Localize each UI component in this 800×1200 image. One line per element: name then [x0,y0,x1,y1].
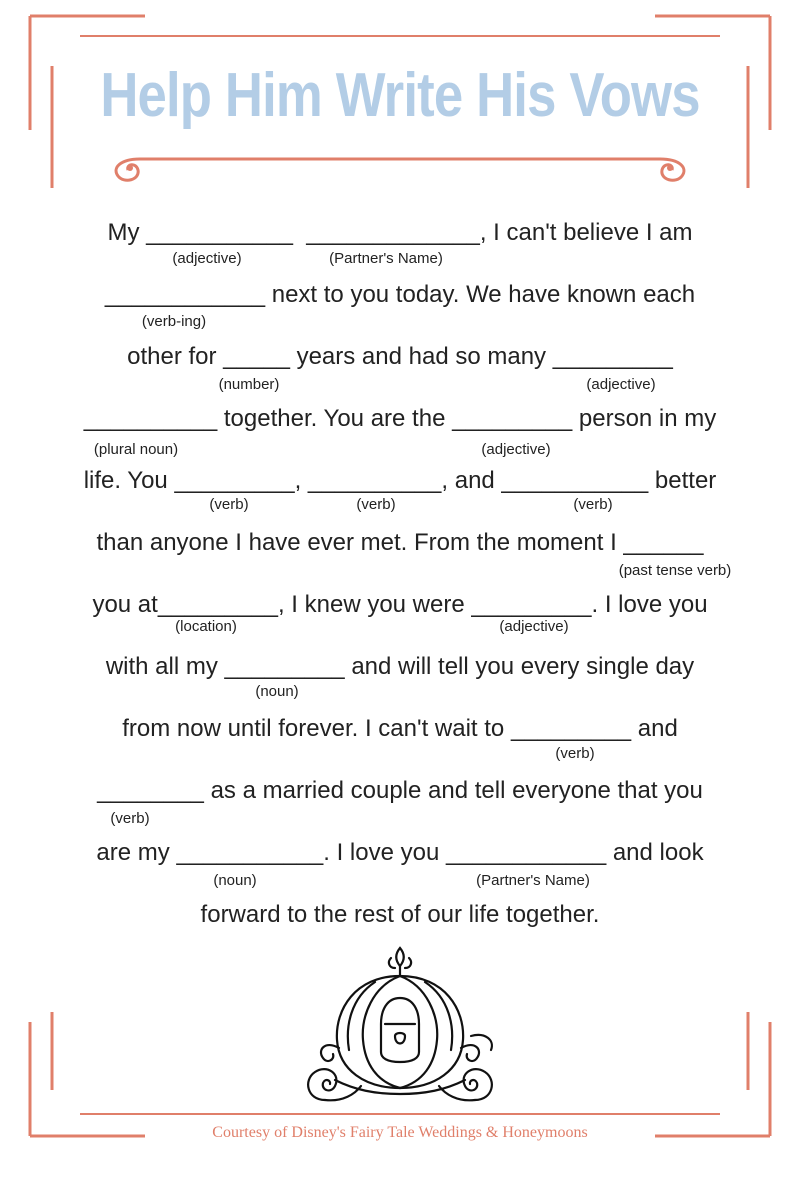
madlib-line: life. You _________, __________, and ___________ better [83,467,717,494]
madlib-line: from now until forever. I can't wait to _________ and [122,715,678,742]
page-title: Help Him Write His Vows [100,61,700,130]
blank-hint: (verb-ing) [141,313,207,330]
blank-hint: (adjective) [172,250,242,267]
blank-hint: (adjective) [481,441,551,458]
footer-credit: Courtesy of Disney's Fairy Tale Weddings & Honeymoons [212,1124,588,1141]
pumpkin-carriage-icon [295,940,505,1112]
blank-hint: (verb) [209,496,249,513]
madlib-line: other for _____ years and had so many _________ [127,343,673,370]
blank-hint: (adjective) [586,376,656,393]
madlib-line: are my ___________. I love you ____________ and look [96,839,704,866]
madlib-line: you at_________, I knew you were _________. I love you [92,591,708,618]
blank-hint: (location) [175,618,237,635]
madlib-line: My ___________ _____________, I can't believe I am [107,219,693,246]
madlib-line: ________ as a married couple and tell everyone that you [97,777,703,804]
blank-hint: (Partner's Name) [476,872,590,889]
blank-hint: (verb) [555,745,595,762]
blank-hint: (verb) [110,810,150,827]
madlib-line: forward to the rest of our life together. [200,901,600,928]
blank-hint: (plural noun) [93,441,179,458]
blank-hint: (Partner's Name) [329,250,443,267]
blank-hint: (noun) [255,683,299,700]
blank-hint: (past tense verb) [618,562,732,579]
blank-hint: (number) [218,376,280,393]
blank-hint: (verb) [573,496,613,513]
madlib-line: than anyone I have ever met. From the moment I ______ [96,529,704,556]
blank-hint: (noun) [213,872,257,889]
madlib-line: ____________ next to you today. We have known each [104,281,696,308]
madlib-line: __________ together. You are the _________ person in my [83,405,717,432]
blank-hint: (adjective) [499,618,569,635]
blank-hint: (verb) [356,496,396,513]
madlib-line: with all my _________ and will tell you every single day [105,653,695,680]
scroll-divider-icon [100,146,700,186]
